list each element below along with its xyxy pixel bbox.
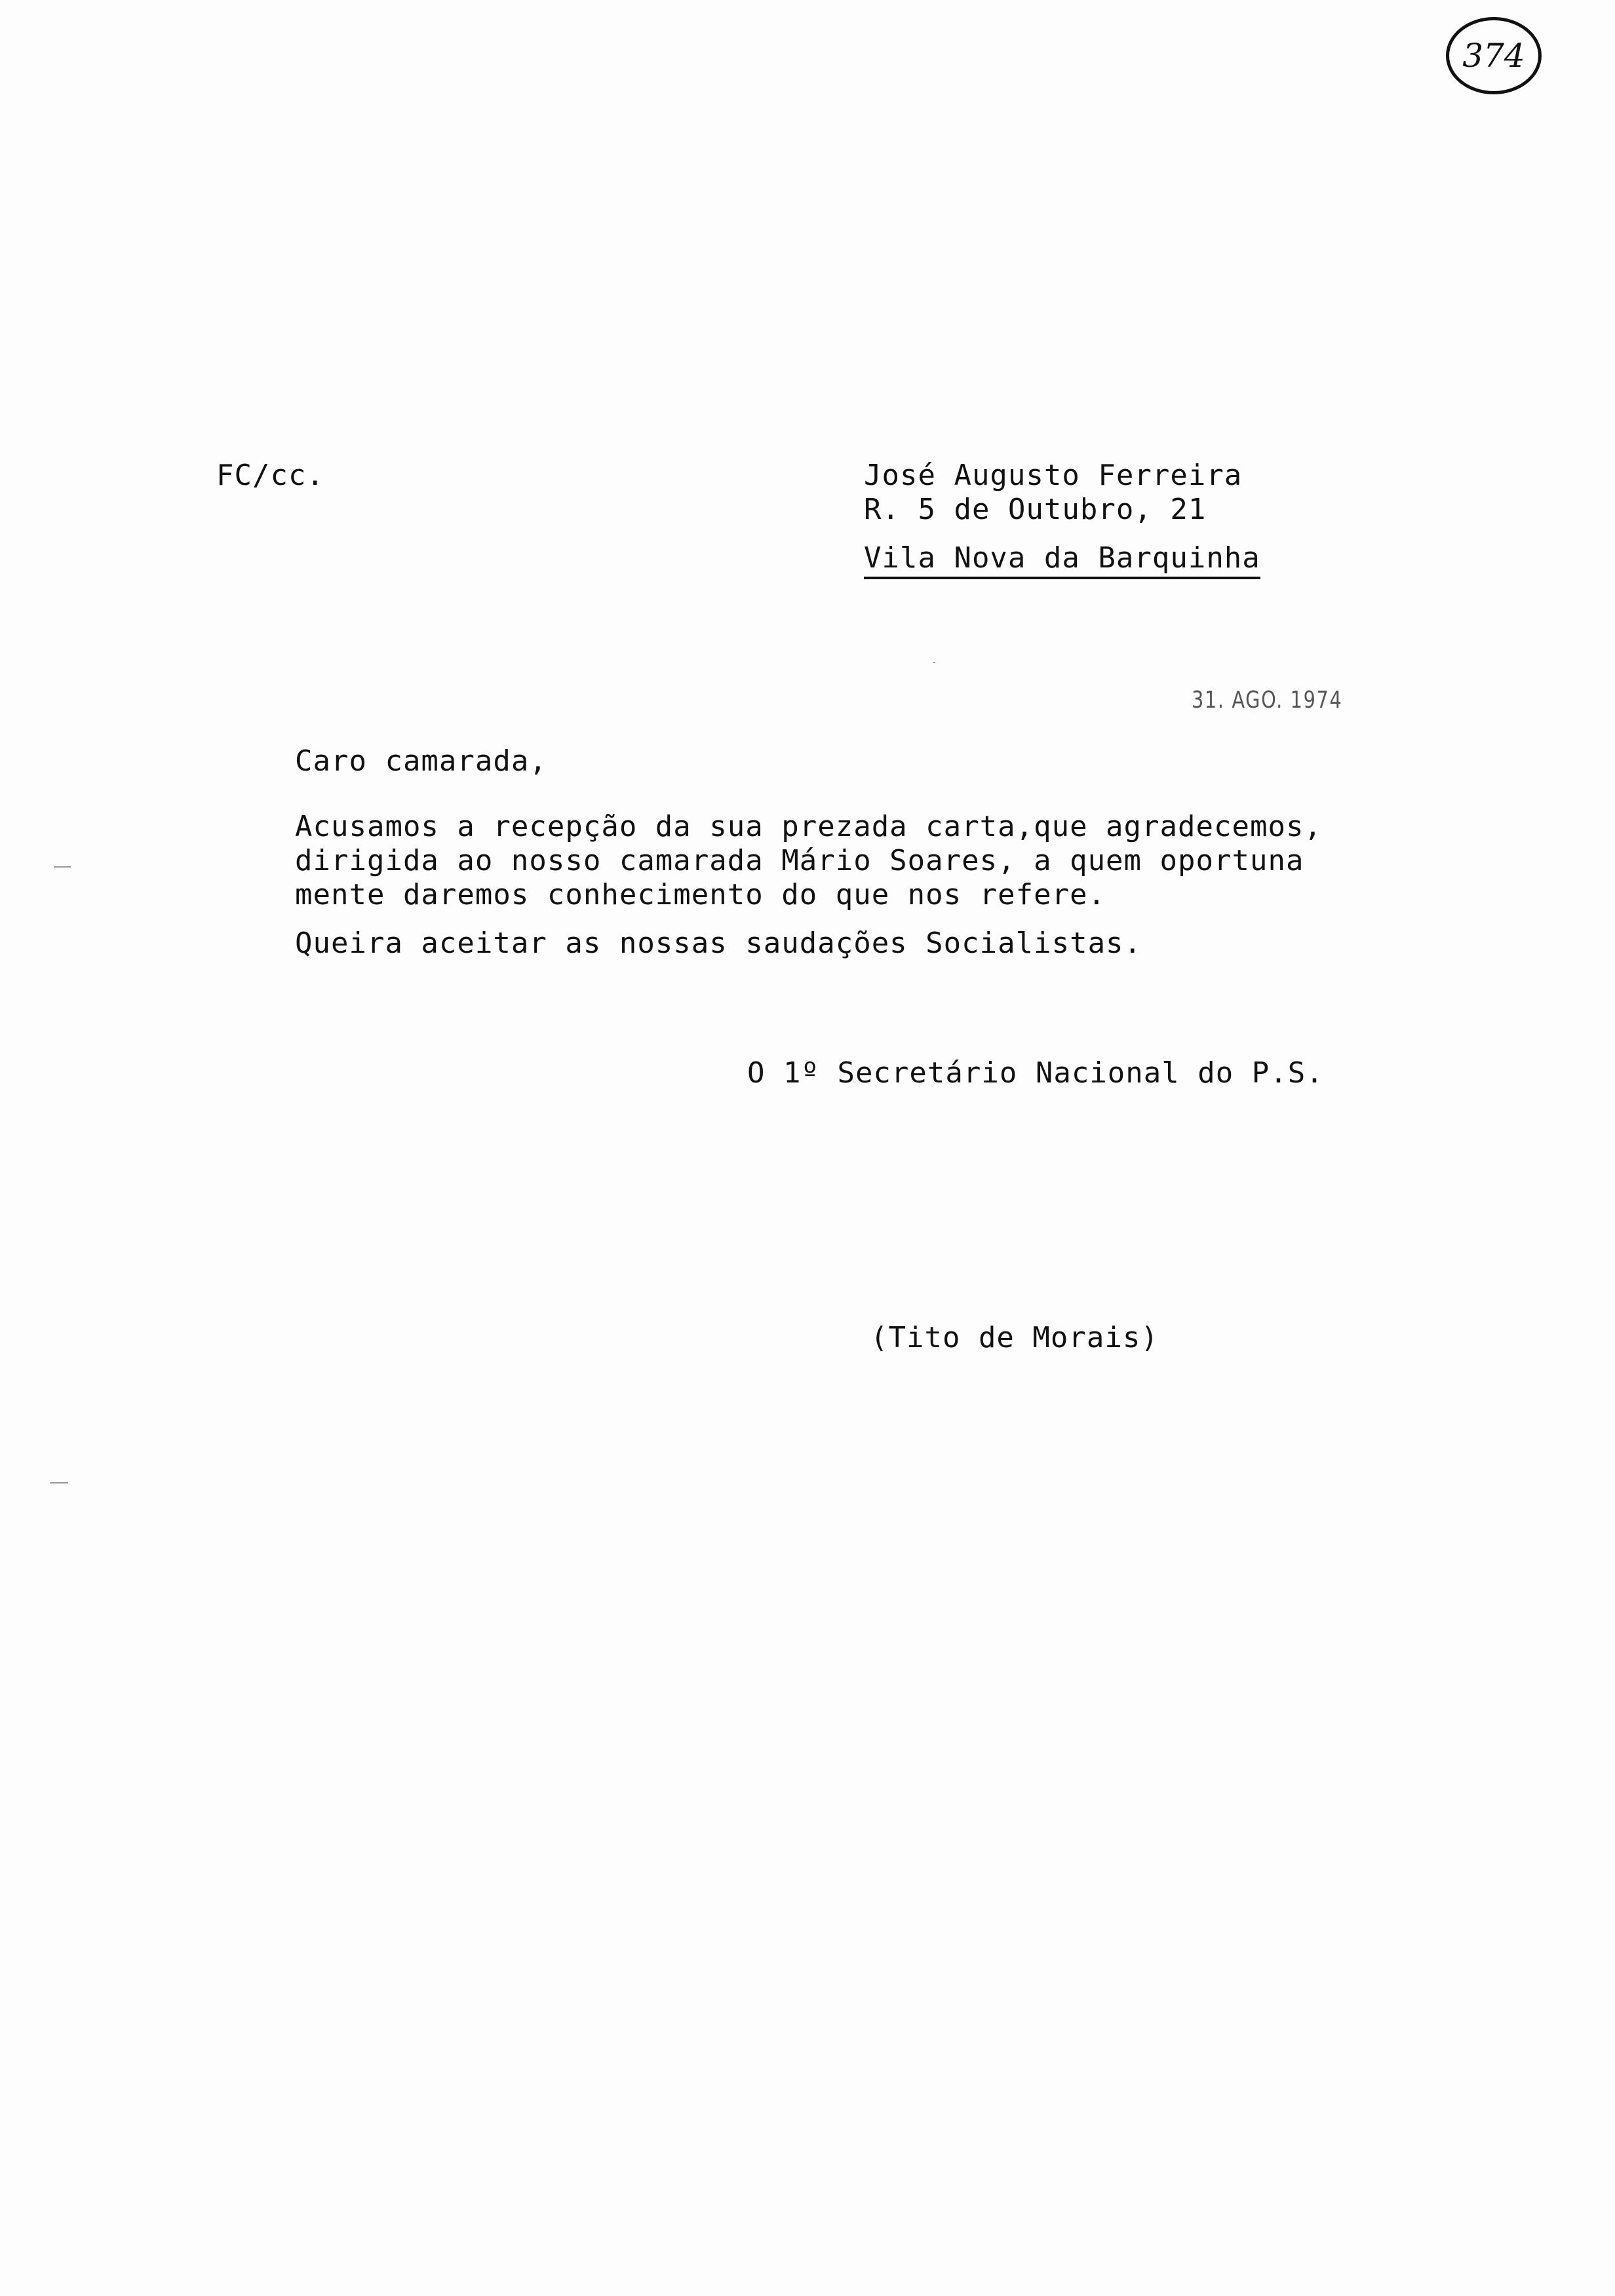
closing-line: Queira aceitar as nossas saudações Socialistas.: [295, 927, 1142, 960]
body-line-1: Acusamos a recepção da sua prezada carta,que agradecemos,: [295, 810, 1322, 843]
page-number-circle: [1446, 17, 1542, 94]
signatory-name: (Tito de Morais): [870, 1321, 1159, 1354]
recipient-street: R. 5 de Outubro, 21: [864, 493, 1207, 526]
scan-speck: [50, 1482, 68, 1483]
page-number: 374: [1462, 37, 1525, 75]
reference-code: FC/cc.: [216, 459, 324, 492]
scan-speck: [933, 662, 935, 663]
recipient-name: José Augusto Ferreira: [864, 459, 1243, 492]
date-stamp: 31. AGO. 1974: [1192, 687, 1343, 714]
salutation: Caro camarada,: [295, 744, 547, 778]
recipient-city: Vila Nova da Barquinha: [864, 541, 1260, 579]
body-line-2: dirigida ao nosso camarada Mário Soares, a quem oportuna: [295, 844, 1304, 877]
body-line-3: mente daremos conhecimento do que nos refere.: [295, 878, 1106, 911]
scan-speck: [54, 866, 71, 868]
signatory-title: O 1º Secretário Nacional do P.S.: [747, 1056, 1324, 1090]
